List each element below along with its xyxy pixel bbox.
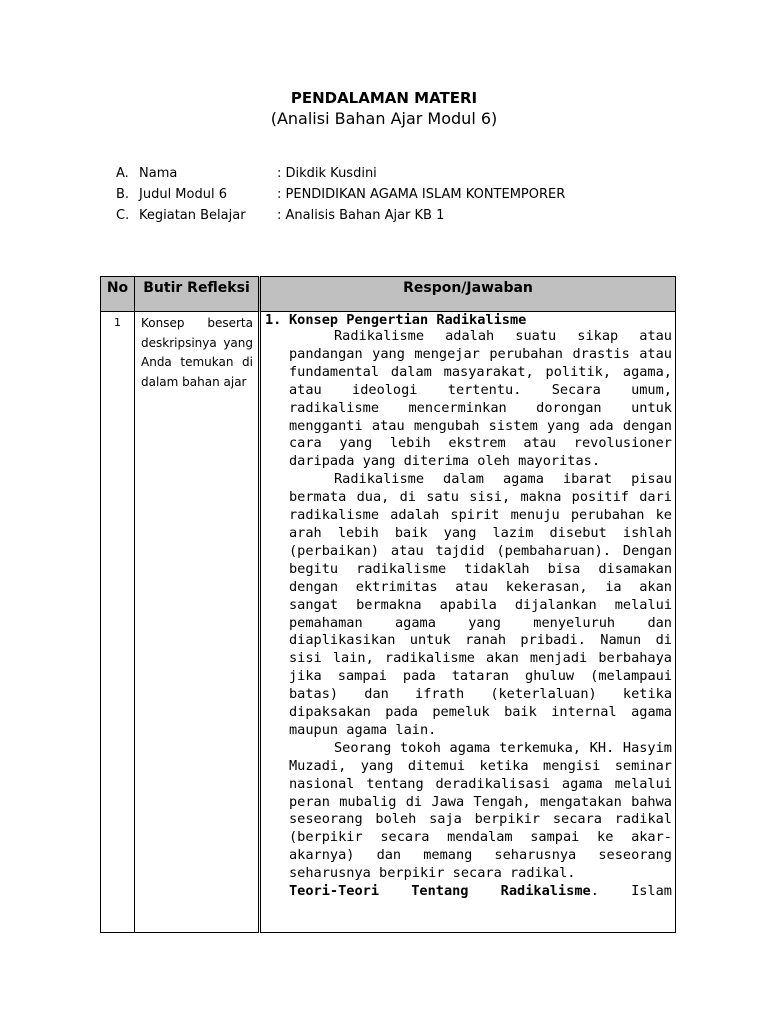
header-no: No <box>101 277 135 312</box>
info-letter: C. <box>116 208 130 223</box>
reflection-table <box>100 276 676 933</box>
info-label: Kegiatan Belajar <box>139 208 246 223</box>
info-value: : PENDIDIKAN AGAMA ISLAM KONTEMPORER <box>277 187 566 202</box>
header-butir: Butir Refleksi <box>135 277 260 312</box>
row-response <box>260 312 676 933</box>
row-number: 1 <box>101 312 135 933</box>
response-last-line <box>289 883 672 901</box>
table-row <box>101 312 676 933</box>
table-header-row <box>101 277 676 312</box>
response-paragraph: Radikalisme dalam agama ibarat pisau bermata dua, di satu sisi, makna positif dari radikalisme adalah spirit menuju perubahan ke arah lebih baik yang lazim disebut ishlah (perbaikan) atau tajdid (pembaharuan). Dengan begitu radikalisme tidaklah bisa disamakan dengan ektrimitas atau kekerasan, ia akan sangat bermakna apabila dijalankan melalui pemahaman agama yang menyeluruh dan diaplikasikan untuk ranah pribadi. Namun di sisi lain, radikalisme akan menjadi berbahaya jika sampai pada tataran ghuluw (melampaui batas) dan ifrath (keterlaluan) ketika dipaksakan pada pemeluk baik internal agama maupun agama lain. <box>289 471 672 738</box>
heading-number: 1. <box>265 312 282 328</box>
page-subtitle: (Analisi Bahan Ajar Modul 6) <box>270 109 498 128</box>
response-paragraph: Radikalisme adalah suatu sikap atau pandangan yang mengejar perubahan drastis atau fundamental dalam masyarakat, politik, agama, atau ideologi tertentu. Secara umum, radikalisme mencerminkan dorongan untuk mengganti atau mengubah sistem yang ada dengan cara yang lebih ekstrem atau revolusioner daripada yang diterima oleh mayoritas. <box>289 328 672 470</box>
heading-text: Konsep Pengertian Radikalisme <box>289 312 527 328</box>
theory-continuation: . Islam <box>590 883 672 900</box>
info-row-judul <box>116 186 676 207</box>
info-value: : Dikdik Kusdini <box>277 166 377 181</box>
info-list <box>116 165 676 228</box>
row-butir: Konsep beserta deskripsinya yang Anda temukan di dalam bahan ajar <box>135 312 260 933</box>
info-label: Judul Modul 6 <box>139 187 227 202</box>
header-respon: Respon/Jawaban <box>260 277 676 312</box>
info-row-kegiatan <box>116 207 676 228</box>
response-paragraph: Seorang tokoh agama terkemuka, KH. Hasyim Muzadi, yang ditemui ketika mengisi seminar nasional tentang deradikalisasi agama melalui peran mubalig di Jawa Tengah, mengatakan bahwa seseorang boleh saja berpikir secara radikal (berpikir secara mendalam sampai ke akar-akarnya) dan memang seharusnya seseorang seharusnya berpikir secara radikal. <box>289 739 672 882</box>
info-label: Nama <box>139 166 178 181</box>
info-letter: A. <box>116 166 129 181</box>
info-letter: B. <box>116 187 130 202</box>
info-value: : Analisis Bahan Ajar KB 1 <box>277 208 445 223</box>
info-row-nama <box>116 165 676 186</box>
theory-heading: Teori-Teori Tentang Radikalisme <box>289 883 591 900</box>
page-title: PENDALAMAN MATERI <box>290 89 478 107</box>
response-heading <box>265 312 672 328</box>
